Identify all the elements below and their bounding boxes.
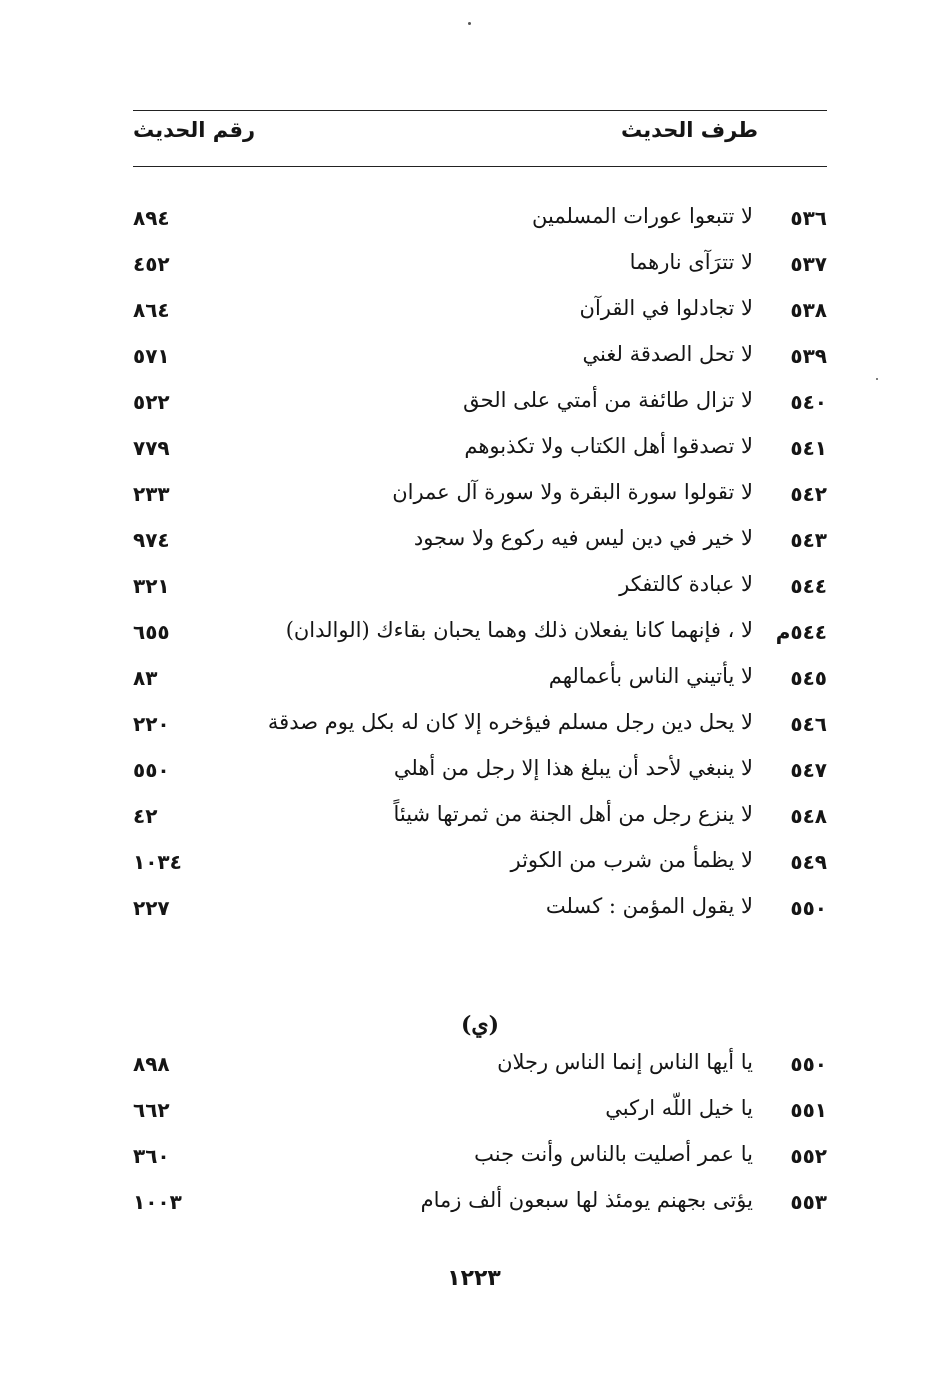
hadith-row [133, 476, 827, 522]
hadith-reference: ٣٦٠ [133, 1144, 170, 1168]
hadith-number: ٥٤٦ [790, 712, 827, 736]
hadith-row [133, 706, 827, 752]
hadith-text: لا ، فإنهما كانا يفعلان ذلك وهما يحبان بقاءك (الوالدان) [285, 618, 753, 642]
hadith-reference: ٩٧٤ [133, 528, 170, 552]
hadith-row [133, 844, 827, 890]
top-dot-mark [468, 22, 471, 25]
section-heading-label: (ي) [460, 1012, 500, 1038]
hadith-row [133, 752, 827, 798]
hadith-number: ٥٤٣ [790, 528, 827, 552]
hadith-number: ٥٤٤م [775, 620, 827, 644]
hadith-text: لا يأتيني الناس بأعمالهم [548, 664, 753, 688]
hadith-text: لا تتبعوا عورات المسلمين [532, 204, 753, 228]
hadith-reference: ٥٢٢ [133, 390, 170, 414]
hadith-text: لا خير في دين ليس فيه ركوع ولا سجود [413, 526, 753, 550]
column-header-text: طرف الحديث [620, 118, 758, 142]
hadith-row [133, 1184, 827, 1230]
hadith-reference: ٧٧٩ [133, 436, 170, 460]
hadith-text: يؤتى بجهنم يومئذ لها سبعون ألف زمام [420, 1188, 753, 1212]
hadith-number: ٥٥٠ [790, 896, 827, 920]
hadith-number: ٥٣٨ [790, 298, 827, 322]
hadith-text: لا تصدقوا أهل الكتاب ولا تكذبوهم [464, 434, 753, 458]
hadith-list [133, 200, 827, 936]
hadith-number: ٥٥١ [790, 1098, 827, 1122]
hadith-reference: ٣٢١ [133, 574, 170, 598]
hadith-reference: ٢٢٧ [133, 896, 170, 920]
hadith-reference: ٦٥٥ [133, 620, 170, 644]
hadith-text: لا تزال طائفة من أمتي على الحق [463, 388, 753, 412]
hadith-list-ya [133, 1046, 827, 1230]
column-header-ref: رقم الحديث [133, 118, 256, 142]
hadith-text: يا عمر أصليت بالناس وأنت جنب [474, 1142, 753, 1166]
hadith-reference: ٨٩٤ [133, 206, 170, 230]
hadith-text: لا عبادة كالتفكر [619, 572, 753, 596]
hadith-row [133, 246, 827, 292]
margin-dot-mark [876, 378, 878, 380]
hadith-reference: ٥٧١ [133, 344, 170, 368]
hadith-number: ٥٤٢ [790, 482, 827, 506]
hadith-text: لا يظمأ من شرب من الكوثر [510, 848, 753, 872]
hadith-row [133, 798, 827, 844]
hadith-row [133, 890, 827, 936]
hadith-number: ٥٥٢ [790, 1144, 827, 1168]
hadith-number: ٥٣٧ [790, 252, 827, 276]
hadith-number: ٥٤٨ [790, 804, 827, 828]
hadith-text: يا خيل اللّه اركبي [605, 1096, 753, 1120]
hadith-text: لا تجادلوا في القرآن [579, 296, 753, 320]
hadith-text: لا تقولوا سورة البقرة ولا سورة آل عمران [392, 480, 753, 504]
hadith-row [133, 384, 827, 430]
hadith-reference: ٢٣٣ [133, 482, 170, 506]
hadith-text: لا يقول المؤمن : كسلت [545, 894, 753, 918]
hadith-number: ٥٤١ [790, 436, 827, 460]
header-bottom-rule [133, 166, 827, 167]
page-number: ١٢٢٣ [447, 1266, 501, 1291]
hadith-text: لا ينبغي لأحد أن يبلغ هذا إلا رجل من أهلي [393, 756, 753, 780]
hadith-number: ٥٥٣ [790, 1190, 827, 1214]
hadith-reference: ٤٥٢ [133, 252, 170, 276]
hadith-reference: ١٠٠٣ [133, 1190, 182, 1214]
header-top-rule [133, 110, 827, 111]
hadith-row [133, 200, 827, 246]
hadith-row [133, 292, 827, 338]
hadith-number: ٥٤٤ [790, 574, 827, 598]
hadith-text: لا تترَآى نارهما [629, 250, 753, 274]
hadith-row [133, 568, 827, 614]
hadith-reference: ٤٢ [133, 804, 158, 828]
hadith-row [133, 1138, 827, 1184]
hadith-row [133, 660, 827, 706]
hadith-reference: ٨٦٤ [133, 298, 170, 322]
hadith-reference: ٢٢٠ [133, 712, 170, 736]
hadith-row [133, 1046, 827, 1092]
hadith-text: لا ينزع رجل من أهل الجنة من ثمرتها شيئاً [393, 802, 753, 826]
hadith-reference: ٨٩٨ [133, 1052, 170, 1076]
hadith-number: ٥٥٠ [790, 1052, 827, 1076]
hadith-text: يا أيها الناس إنما الناس رجلان [497, 1050, 753, 1074]
hadith-row [133, 614, 827, 660]
hadith-reference: ٥٥٠ [133, 758, 170, 782]
hadith-number: ٥٤٧ [790, 758, 827, 782]
hadith-row [133, 1092, 827, 1138]
hadith-reference: ٨٣ [133, 666, 158, 690]
hadith-number: ٥٣٩ [790, 344, 827, 368]
hadith-row [133, 522, 827, 568]
hadith-text: لا تحل الصدقة لغني [582, 342, 753, 366]
hadith-number: ٥٤٩ [790, 850, 827, 874]
hadith-reference: ٦٦٢ [133, 1098, 170, 1122]
hadith-number: ٥٤٠ [790, 390, 827, 414]
hadith-row [133, 338, 827, 384]
hadith-number: ٥٣٦ [790, 206, 827, 230]
hadith-number: ٥٤٥ [790, 666, 827, 690]
hadith-row [133, 430, 827, 476]
section-heading [133, 1012, 827, 1038]
hadith-reference: ١٠٣٤ [133, 850, 182, 874]
hadith-text: لا يحل دين رجل مسلم فيؤخره إلا كان له بكل يوم صدقة [267, 710, 753, 734]
